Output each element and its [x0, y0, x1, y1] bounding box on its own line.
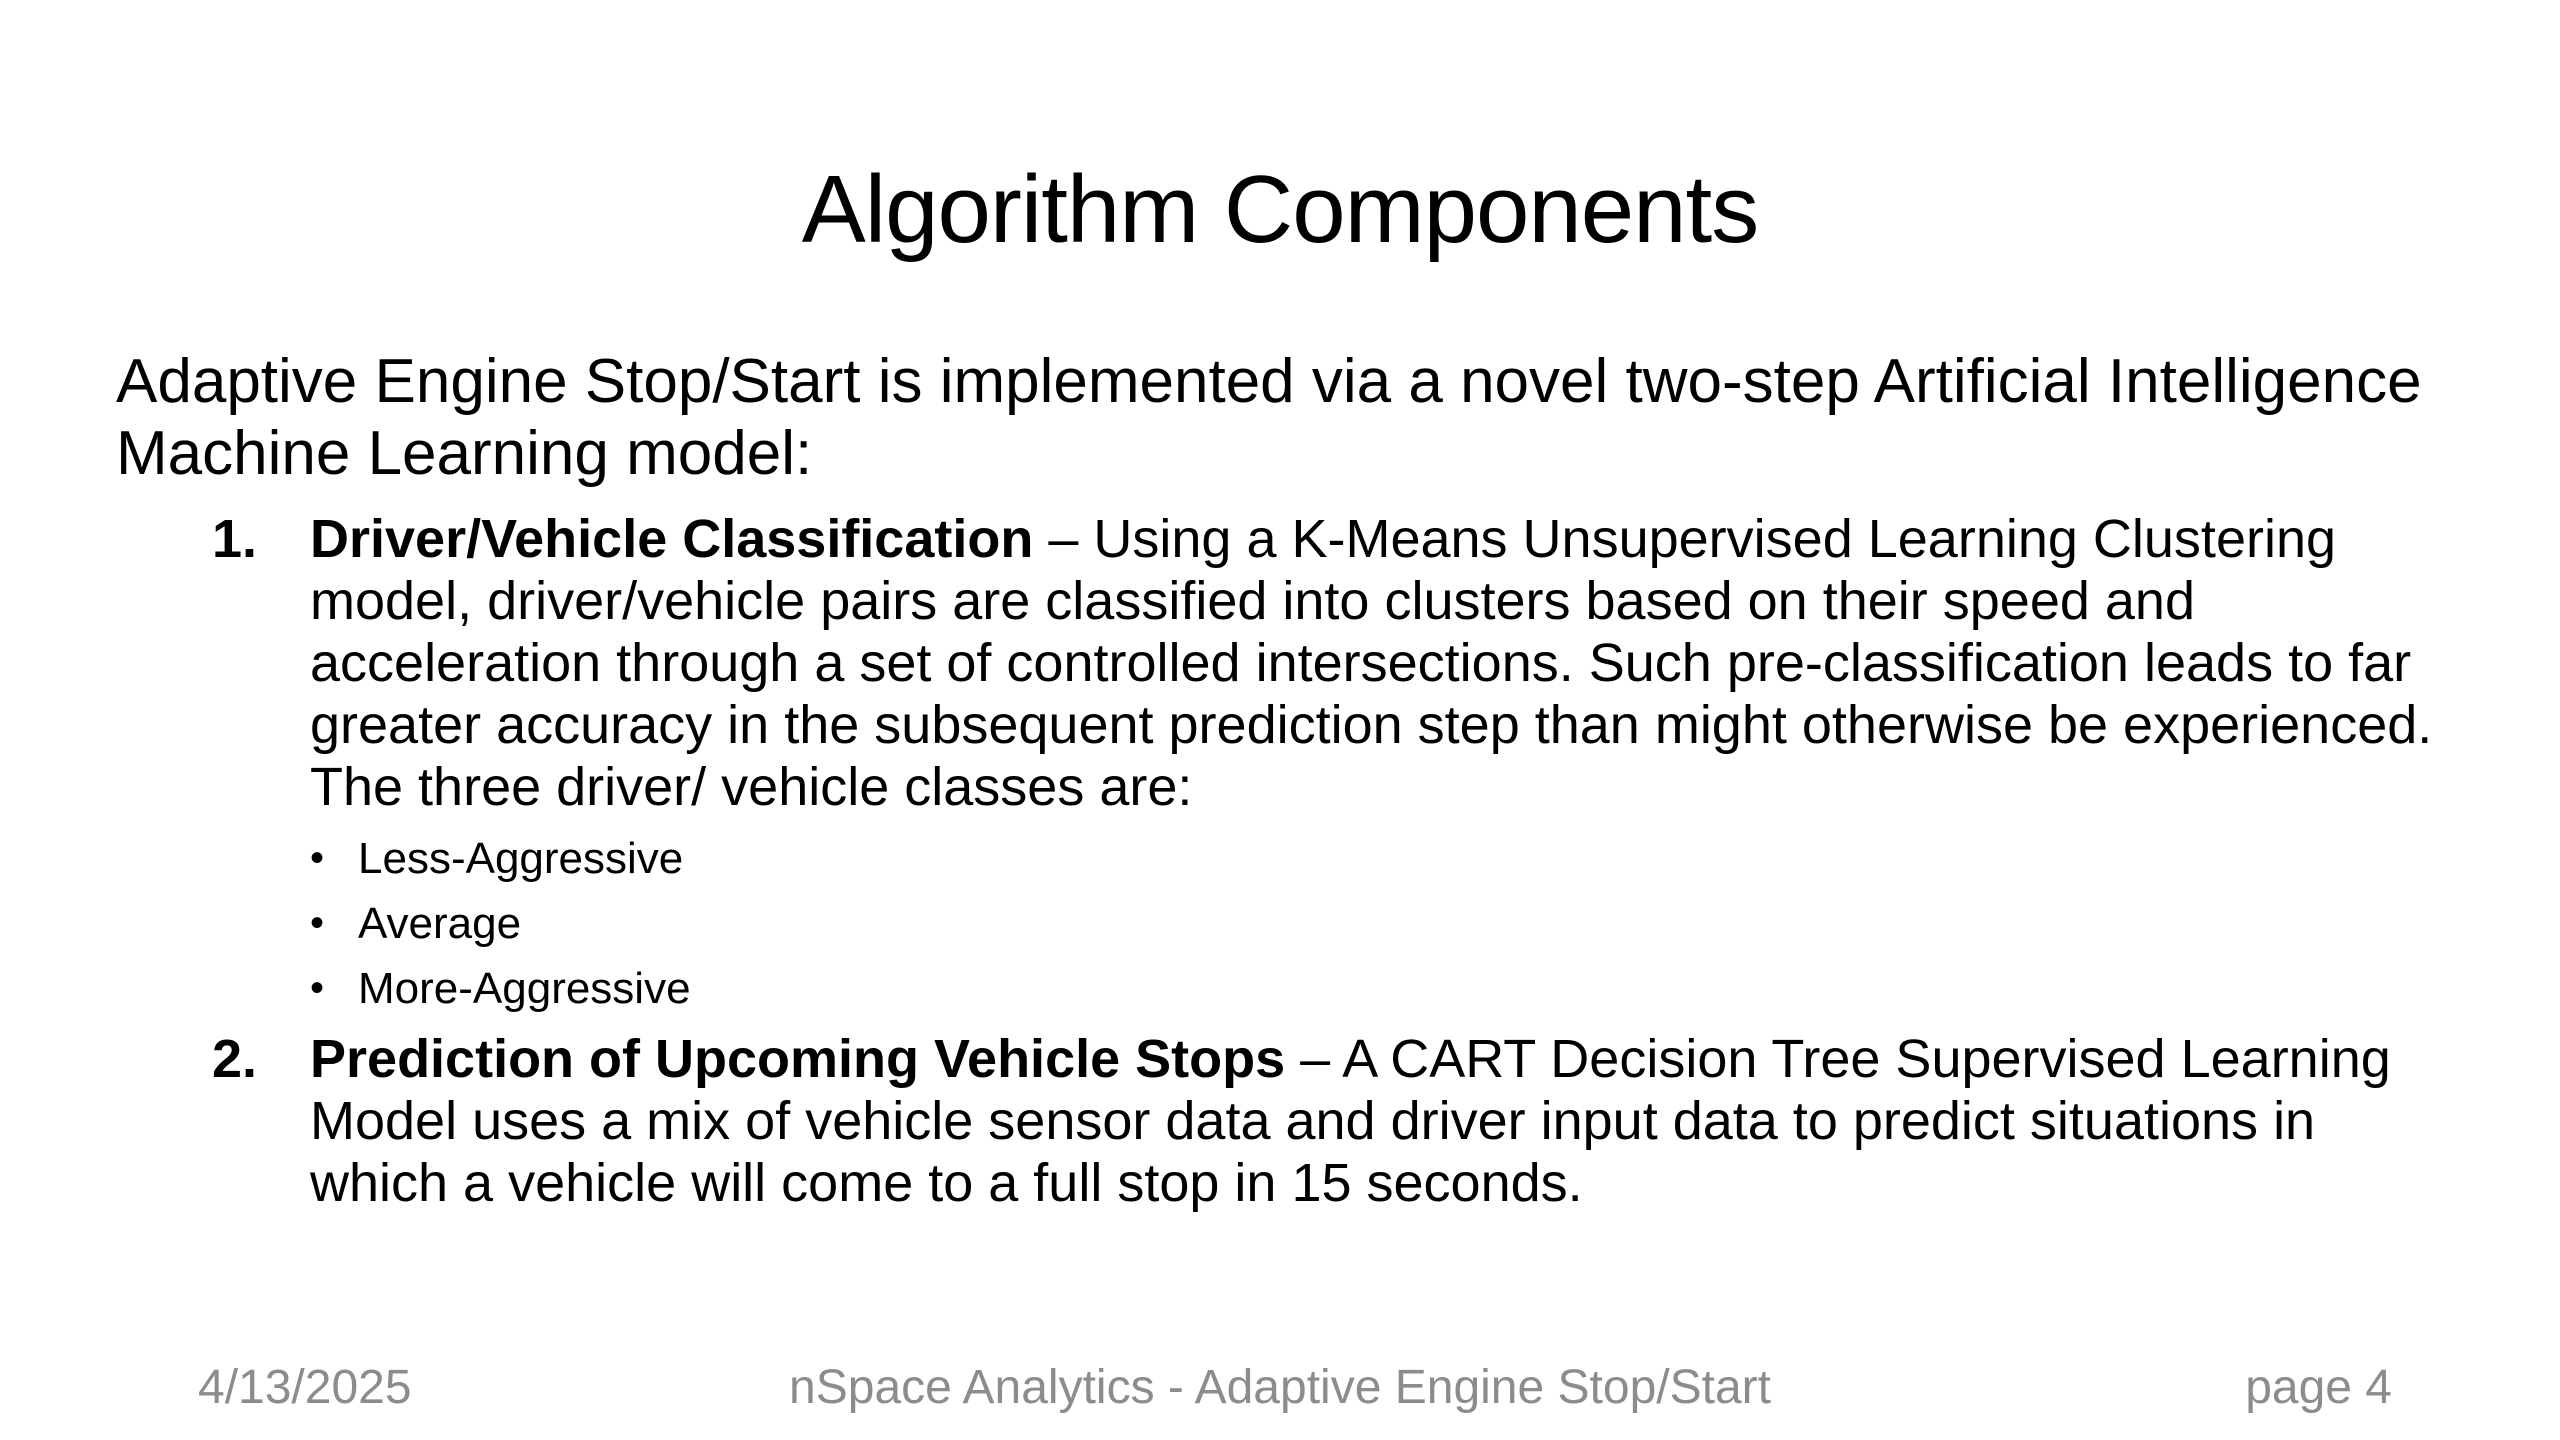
bullet-icon: •: [310, 836, 325, 880]
list-item: [310, 826, 691, 891]
footer-page-number: page 4: [2245, 1361, 2392, 1414]
slide-title: Algorithm Components: [801, 156, 1759, 263]
item-heading: Prediction of Upcoming Vehicle Stops: [310, 1029, 1286, 1089]
numbered-item-1: [212, 508, 2452, 818]
bullet-icon: •: [310, 901, 325, 945]
item-text: [310, 508, 2452, 818]
list-item-label: Less-Aggressive: [358, 834, 684, 883]
item-body: – Using a K-Means Unsupervised Learning Clustering model, driver/vehicle pairs are classified into clusters based on their speed and acceleration through a set of controlled intersections. Such pre-classification leads to far greater accuracy in the subsequent prediction step than might otherwise be experienced. The three driver/ vehicle classes are:: [310, 509, 2433, 817]
list-item-label: More-Aggressive: [358, 964, 691, 1013]
list-item: [310, 891, 691, 956]
footer-date: 4/13/2025: [198, 1361, 412, 1414]
item-number: 1.: [212, 509, 258, 569]
item-heading: Driver/Vehicle Classification: [310, 509, 1034, 569]
intro-paragraph: Adaptive Engine Stop/Start is implemented via a novel two-step Artificial Intelligence Machine Learning model:: [116, 347, 2422, 488]
driver-class-list: [310, 826, 691, 1021]
list-item: [310, 956, 691, 1021]
bullet-icon: •: [310, 966, 325, 1010]
list-item-label: Average: [358, 899, 522, 948]
numbered-item-2: [212, 1028, 2452, 1214]
item-body: – A CART Decision Tree Supervised Learning Model uses a mix of vehicle sensor data and driver input data to predict situations in which a vehicle will come to a full stop in 15 seconds.: [310, 1029, 2391, 1213]
item-number: 2.: [212, 1029, 258, 1089]
item-text: [310, 1028, 2452, 1214]
footer-title: nSpace Analytics - Adaptive Engine Stop/Start: [789, 1361, 1771, 1414]
